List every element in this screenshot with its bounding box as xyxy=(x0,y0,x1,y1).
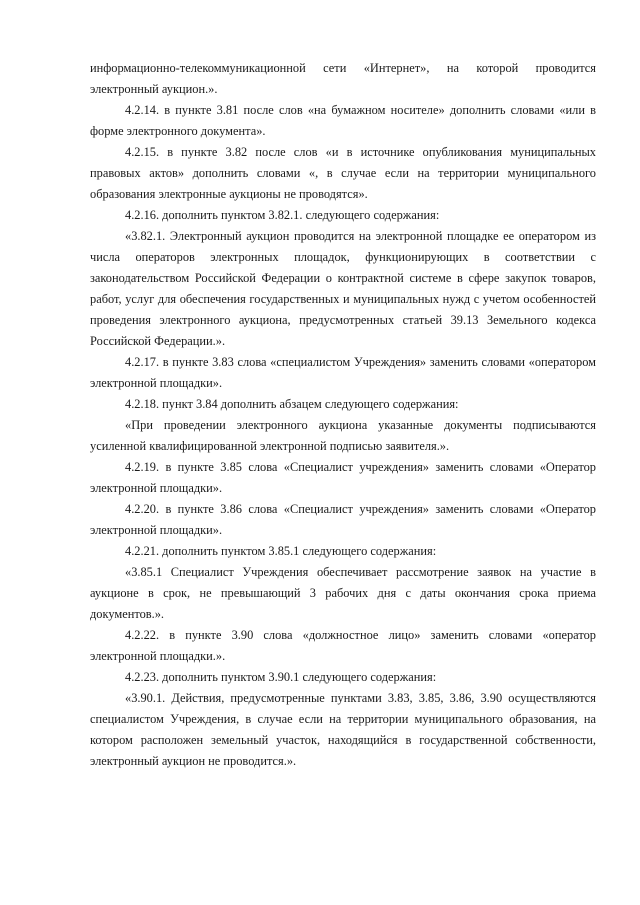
paragraph-4-2-16: 4.2.16. дополнить пунктом 3.82.1. следующего содержания: xyxy=(125,208,440,222)
paragraph-4-2-19: 4.2.19. в пункте 3.85 слова «Специалист учреждения» заменить словами «Оператор электронной площадки». xyxy=(90,460,596,495)
paragraph-4-2-18: 4.2.18. пункт 3.84 дополнить абзацем следующего содержания: xyxy=(125,397,459,411)
paragraph-4-2-21: 4.2.21. дополнить пунктом 3.85.1 следующего содержания: xyxy=(125,544,437,558)
paragraph-4-2-20: 4.2.20. в пункте 3.86 слова «Специалист учреждения» заменить словами «Оператор электронной площадки». xyxy=(90,502,596,537)
paragraph-4-2-22: 4.2.22. в пункте 3.90 слова «должностное лицо» заменить словами «оператор электронной площадки.». xyxy=(90,628,596,663)
paragraph-3-85-1: «3.85.1 Специалист Учреждения обеспечивает рассмотрение заявок на участие в аукционе в срок, не превышающий 3 рабочих дня с даты окончания срока приема документов.». xyxy=(90,565,596,621)
paragraph-4-2-23: 4.2.23. дополнить пунктом 3.90.1 следующего содержания: xyxy=(125,670,437,684)
paragraph-4-2-14: 4.2.14. в пункте 3.81 после слов «на бумажном носителе» дополнить словами «или в форме электронного документа». xyxy=(90,103,596,138)
paragraph-3-82-1: «3.82.1. Электронный аукцион проводится на электронной площадке ее оператором из числа операторов электронных площадок, функционирующих в соответствии с законодательством Российской Федерации о контрактной системе в сфере закупок товаров, работ, услуг для обеспечения государственных и муниципальных нужд с учетом особенностей проведения электронного аукциона, предусмотренных статьей 39.13 Земельного кодекса Российской Федерации.». xyxy=(90,229,596,348)
paragraph-4-2-17: 4.2.17. в пункте 3.83 слова «специалистом Учреждения» заменить словами «оператором электронной площадки». xyxy=(90,355,596,390)
paragraph-4-2-15: 4.2.15. в пункте 3.82 после слов «и в источнике опубликования муниципальных правовых актов» дополнить словами «, в случае если на территории муниципального образования электронные аукционы не проводятся». xyxy=(90,145,596,201)
paragraph-3-84-addition: «При проведении электронного аукциона указанные документы подписываются усиленной квалифицированной электронной подписью заявителя.». xyxy=(90,418,596,453)
paragraph-3-90-1: «3.90.1. Действия, предусмотренные пунктами 3.83, 3.85, 3.86, 3.90 осуществляются специалистом Учреждения, в случае если на территории муниципального образования, на котором расположен земельный участок, находящийся в государственной собственности, электронный аукцион не проводится.». xyxy=(90,691,596,768)
paragraph-intro-continuation: информационно-телекоммуникационной сети «Интернет», на которой проводится электронный аукцион.». xyxy=(90,61,596,96)
